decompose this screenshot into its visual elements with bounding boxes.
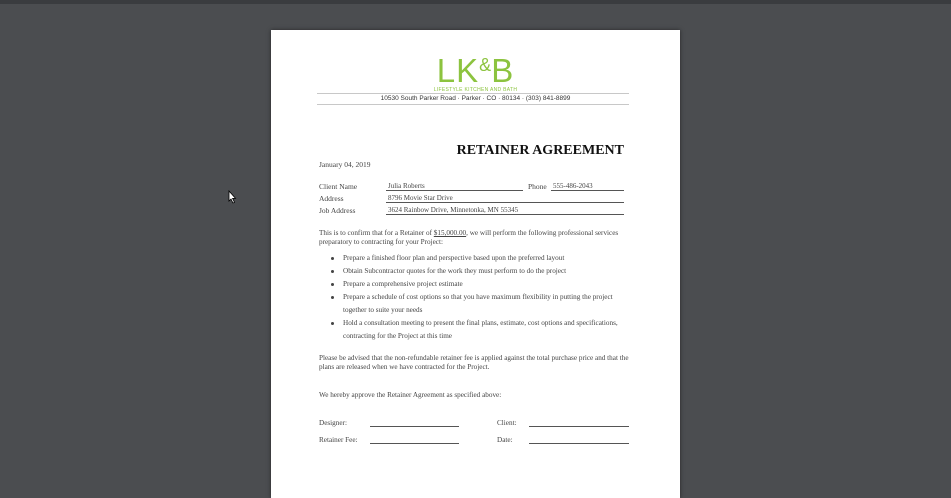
logo-tagline: LIFESTYLE KITCHEN AND BATH	[433, 87, 518, 93]
address-value: 8796 Movie Star Drive	[386, 194, 624, 203]
document-page	[271, 30, 680, 498]
designer-signature-line	[370, 426, 459, 427]
list-item: Hold a consultation meeting to present the final plans, estimate, cost options and specifications, contracting for the Project at this time	[329, 317, 629, 343]
retainer-amount: $15,000.00	[433, 229, 467, 237]
intro-paragraph: This is to confirm that for a Retainer of $15,000.00, we will perform the following professional services preparatory to contracting for your Project:	[319, 229, 619, 246]
date-label: Date:	[497, 436, 513, 444]
phone-value: 555-486-2043	[551, 182, 624, 191]
viewer-top-bar	[0, 0, 951, 4]
retainer-fee-line	[370, 443, 459, 444]
retainer-fee-label: Retainer Fee:	[319, 436, 358, 444]
designer-label: Designer:	[319, 419, 347, 427]
client-label: Client:	[497, 419, 517, 427]
company-address: 10530 South Parker Road · Parker · CO · 80134 · (303) 841-8899	[380, 95, 571, 102]
header-divider-bottom	[317, 104, 629, 105]
phone-label: Phone	[528, 182, 547, 191]
address-label: Address	[319, 194, 344, 203]
date-line	[529, 443, 629, 444]
list-item: Prepare a comprehensive project estimate	[329, 278, 629, 291]
list-item: Prepare a schedule of cost options so that you have maximum flexibility in putting the project together to suite your needs	[329, 291, 629, 317]
approval-statement: We hereby approve the Retainer Agreement as specified above:	[319, 391, 502, 399]
document-date: January 04, 2019	[319, 160, 371, 169]
client-name-label: Client Name	[319, 182, 358, 191]
list-item: Obtain Subcontractor quotes for the work they must perform to do the project	[329, 265, 629, 278]
address-row	[319, 194, 629, 204]
list-item: Prepare a finished floor plan and perspective based upon the preferred layout	[329, 252, 629, 265]
client-name-value: Julia Roberts	[386, 182, 523, 191]
notice-paragraph: Please be advised that the non-refundable retainer fee is applied against the total purchase price and that the plans are released when we have contracted for the Project.	[319, 354, 629, 371]
header-divider-top	[317, 93, 629, 94]
job-address-row	[319, 206, 629, 216]
company-logo: LK&B LIFESTYLE KITCHEN AND BATH	[271, 48, 680, 93]
services-list	[329, 252, 629, 343]
document-title: RETAINER AGREEMENT	[456, 143, 624, 158]
job-address-value: 3624 Rainbow Drive, Minnetonka, MN 55345	[386, 206, 624, 215]
mouse-pointer-icon	[226, 190, 238, 206]
job-address-label: Job Address	[319, 206, 356, 215]
client-name-row	[319, 182, 629, 192]
client-signature-line	[529, 426, 629, 427]
